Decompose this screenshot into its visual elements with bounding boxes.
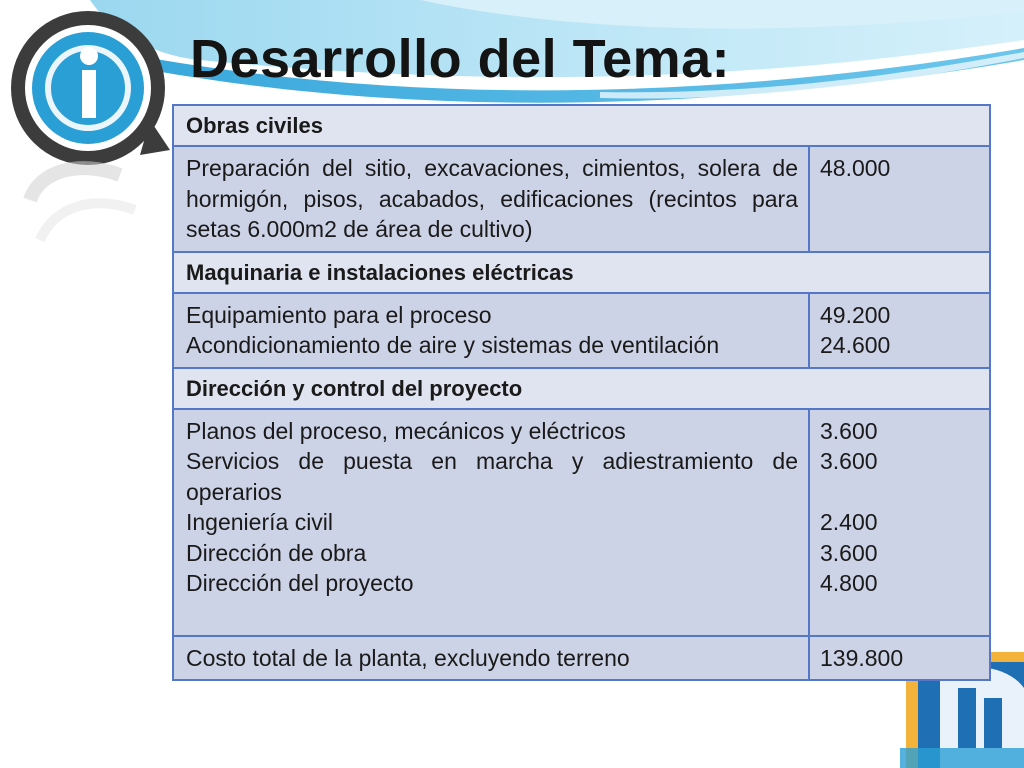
item-value [820, 477, 979, 508]
section-header-row [173, 368, 990, 409]
item-description: Ingeniería civil [186, 509, 334, 535]
page-title: Desarrollo del Tema: [190, 29, 731, 89]
item-value-cell [809, 409, 990, 636]
section-header: Obras civiles [173, 105, 990, 146]
item-description: Dirección del proyecto [186, 570, 414, 596]
item-description-cell [173, 293, 809, 368]
table-row [173, 409, 990, 636]
section-header: Maquinaria e instalaciones eléctricas [173, 252, 990, 293]
section-header-row [173, 252, 990, 293]
section-header: Dirección y control del proyecto [173, 368, 990, 409]
item-description-cell [173, 409, 809, 636]
institution-logo-icon [0, 0, 185, 260]
item-value-cell [809, 146, 990, 252]
table-row [173, 293, 990, 368]
item-value: 48.000 [820, 155, 891, 181]
item-description: Preparación del sitio, excavaciones, cimientos, solera de hormigón, pisos, acabados, edificaciones (recintos para setas 6.000m2 de área de cultivo) [186, 155, 798, 242]
cost-table [172, 104, 991, 681]
item-value: 3.600 [820, 539, 878, 566]
table-row [173, 146, 990, 252]
item-description: Equipamiento para el proceso [186, 301, 492, 328]
item-value: 24.600 [820, 332, 891, 358]
item-value: 3.600 [820, 448, 878, 474]
item-value: 4.800 [820, 570, 878, 596]
section-header-row [173, 105, 990, 146]
total-value: 139.800 [809, 636, 990, 681]
total-label: Costo total de la planta, excluyendo terreno [173, 636, 809, 681]
item-value: 2.400 [820, 509, 878, 535]
item-description-cell [173, 146, 809, 252]
item-value-cell [809, 293, 990, 368]
total-row [173, 636, 990, 681]
item-description: Dirección de obra [186, 539, 367, 566]
item-value: 3.600 [820, 417, 878, 444]
item-value: 49.200 [820, 301, 891, 328]
item-description: Planos del proceso, mecánicos y eléctricos [186, 417, 626, 444]
item-description: Acondicionamiento de aire y sistemas de ventilación [186, 332, 720, 358]
item-description: Servicios de puesta en marcha y adiestramiento de operarios [186, 448, 798, 505]
